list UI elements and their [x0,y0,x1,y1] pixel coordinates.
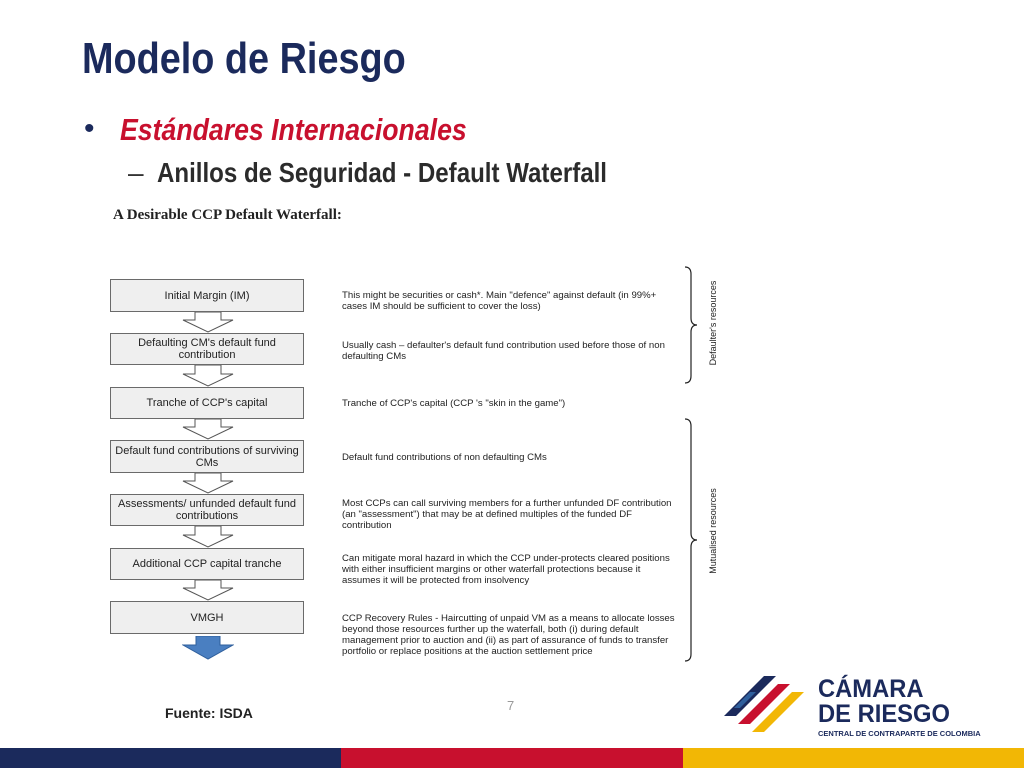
footer-bar-yellow [683,748,1024,768]
flow-box-additional-ccp-capital: Additional CCP capital tranche [110,548,304,580]
footer-bar-red [341,748,683,768]
description-additional-ccp-capital: Can mitigate moral hazard in which the CCP under-protects cleared positions with either insufficient margins or other waterfall protections because it assumes it will be protected from insolvency [342,553,670,586]
flow-box-assessments: Assessments/ unfunded default fund contributions [110,494,304,526]
description-surviving-cm-fund: Default fund contributions of non defaulting CMs [342,452,547,463]
flow-box-defaulting-cm-fund: Defaulting CM's default fund contribution [110,333,304,365]
down-arrow-icon [182,473,234,494]
source-citation: Fuente: ISDA [165,705,253,721]
description-defaulting-cm-fund: Usually cash – defaulter's default fund contribution used before those of non defaulting CMs [342,340,665,362]
footer-color-bar [0,748,1024,768]
label-mutualised-resources: Mutualised resources [708,488,718,574]
logo-stripes-icon [720,672,812,736]
down-arrow-icon [182,365,234,387]
footer-bar-navy [0,748,341,768]
down-arrow-icon [182,312,234,333]
logo-text-line2: DE RIESGO [818,700,950,728]
sub-bullet-dash: – [128,157,144,188]
flow-box-vmgh: VMGH [110,601,304,634]
figure-title: A Desirable CCP Default Waterfall: [113,207,342,223]
description-vmgh: CCP Recovery Rules - Haircutting of unpaid VM as a means to allocate losses beyond those resources further up the waterfall, both (i) during default management prior to auction and (ii) as part of assurance of funds to transfer portfolio or replace positions at the auction settlement price [342,613,675,657]
logo-tagline: CENTRAL DE CONTRAPARTE DE COLOMBIA [818,729,981,738]
slide-title: Modelo de Riesgo [82,34,406,83]
bullet-dot: • [84,112,95,145]
page-number: 7 [507,698,515,713]
sub-bullet-heading: Anillos de Seguridad - Default Waterfall [157,157,607,188]
bullet-heading: Estándares Internacionales [120,112,467,147]
flow-box-ccp-capital-tranche: Tranche of CCP's capital [110,387,304,419]
final-down-arrow-icon [182,636,234,660]
brace-defaulters-resources [684,266,698,384]
down-arrow-icon [182,419,234,440]
logo-text-line1: CÁMARA [818,675,924,703]
label-defaulters-resources: Defaulter's resources [708,280,718,366]
down-arrow-icon [182,580,234,601]
brace-mutualised-resources [684,418,698,662]
down-arrow-icon [182,526,234,548]
description-assessments: Most CCPs can call surviving members for a further unfunded DF contribution (an "assessment") that may be at defined multiples of the funded DF contribution [342,498,672,531]
flow-box-initial-margin: Initial Margin (IM) [110,279,304,312]
description-ccp-capital-tranche: Tranche of CCP's capital (CCP 's "skin in the game") [342,398,566,409]
flow-box-surviving-cm-fund: Default fund contributions of surviving CMs [110,440,304,473]
description-initial-margin: This might be securities or cash*. Main "defence" against default (in 99%+ cases IM should be sufficient to cover the loss) [342,290,657,312]
